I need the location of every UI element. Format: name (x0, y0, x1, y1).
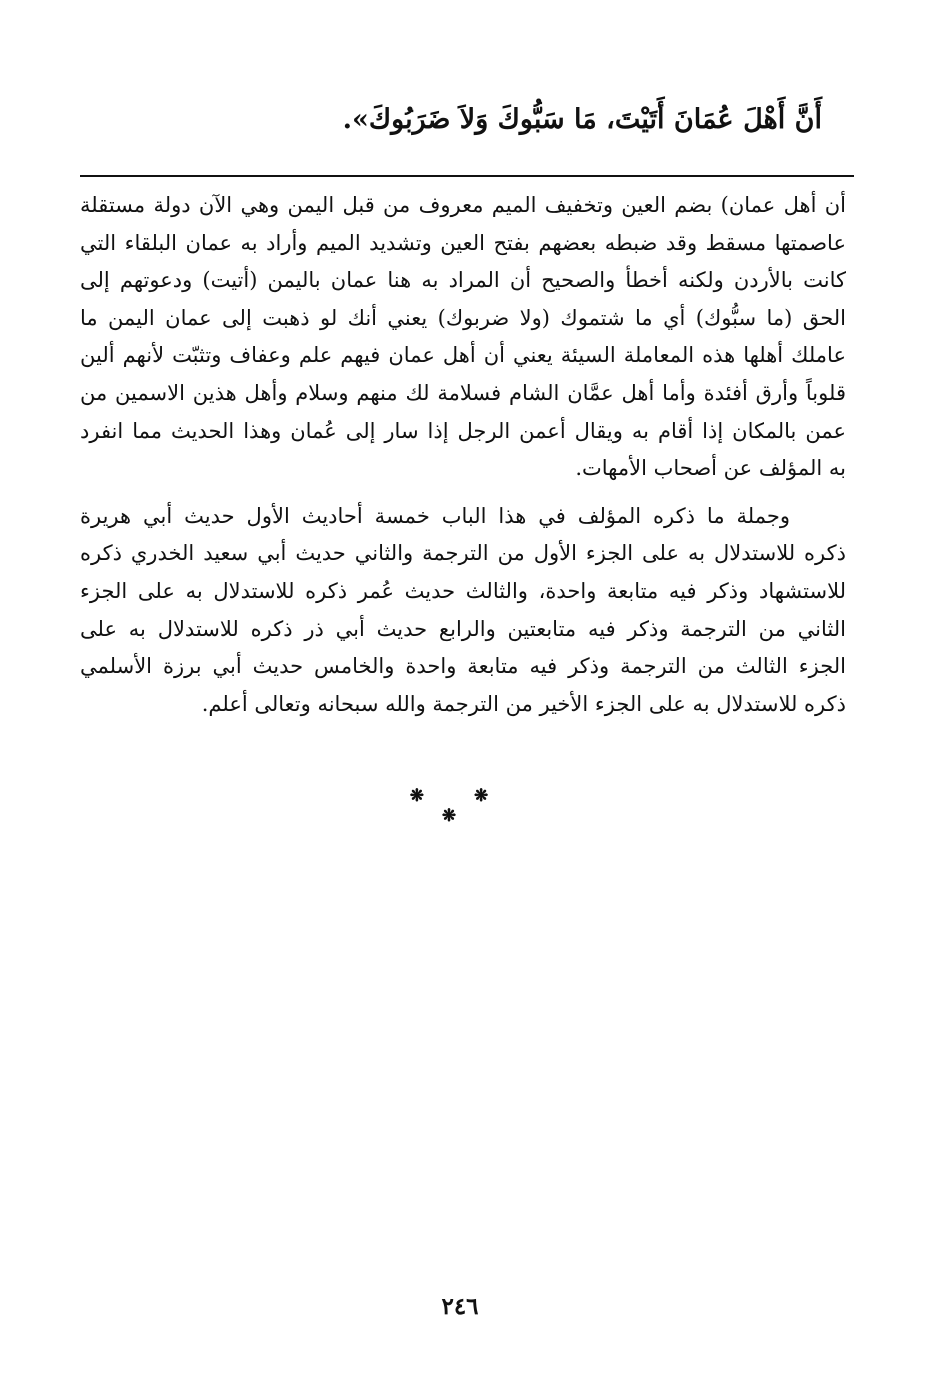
text-line: عاملك أهلها هذه المعاملة السيئة يعني أن أهل عمان فيهم علم وعفاف وتثبّت لأنهم ألين (80, 343, 846, 368)
section-end-ornament: ❋ ❋ ❋ (409, 786, 511, 826)
text-line: الجزء الثالث من الترجمة وذكر فيه متابعة واحدة والخامس حديث أبي برزة الأسلمي (80, 654, 846, 679)
text-line: كانت بالأردن ولكنه أخطأ والصحيح أن المراد به هنا عمان باليمن (أتيت) ودعوتهم إلى (80, 268, 846, 293)
text-line: قلوباً وأرق أفئدة وأما أهل عمَّان الشام فسلامة لك منهم وسلام وأهل هذين الاسمين من (80, 380, 846, 405)
paragraph-gap (80, 488, 846, 498)
text-line: عاصمتها مسقط وقد ضبطه بعضهم بفتح العين وتشديد الميم وأراد به عمان البلقاء التي (80, 230, 846, 255)
text-line: الحق (ما سبُّوك) أي ما شتموك (ولا ضربوك) يعني أنك لو ذهبت إلى عمان اليمن ما (80, 305, 846, 330)
text-line: به المؤلف عن أصحاب الأمهات. (575, 456, 846, 481)
text-line: الثاني من الترجمة وذكر فيه متابعتين والرابع حديث أبي ذر ذكره للاستدلال به على (80, 616, 846, 641)
text-line: للاستشهاد وذكر فيه متابعة واحدة، والثالث حديث عُمر ذكره للاستدلال به على الجزء (80, 578, 846, 603)
text-line: عمن بالمكان إذا أقام به ويقال أعمن الرجل إذا سار إلى عُمان وهذا الحديث مما انفرد (80, 418, 846, 443)
text-line: أن أهل عمان) بضم العين وتخفيف الميم معروف من قبل اليمن وهي الآن دولة مستقلة (80, 193, 846, 217)
commentary-paragraph-2 (80, 498, 846, 724)
page-number: ٢٤٦ (441, 1293, 479, 1320)
commentary-paragraph-1 (80, 187, 846, 488)
commentary-block (80, 187, 846, 723)
footnote-separator-line (80, 175, 854, 177)
text-line: ذكره للاستدلال به على الجزء الأخير من الترجمة والله سبحانه وتعالى أعلم. (201, 691, 846, 716)
text-line: وجملة ما ذكره المؤلف في هذا الباب خمسة أحاديث الأول حديث أبي هريرة (80, 503, 790, 528)
hadith-text: أَنَّ أَهْلَ عُمَانَ أَتَيْتَ، مَا سَبُّوكَ وَلاَ ضَرَبُوكَ». (342, 104, 822, 135)
text-line: ذكره للاستدلال به على الجزء الأول من الترجمة والثاني حديث أبي سعيد الخدري ذكره (80, 541, 846, 566)
